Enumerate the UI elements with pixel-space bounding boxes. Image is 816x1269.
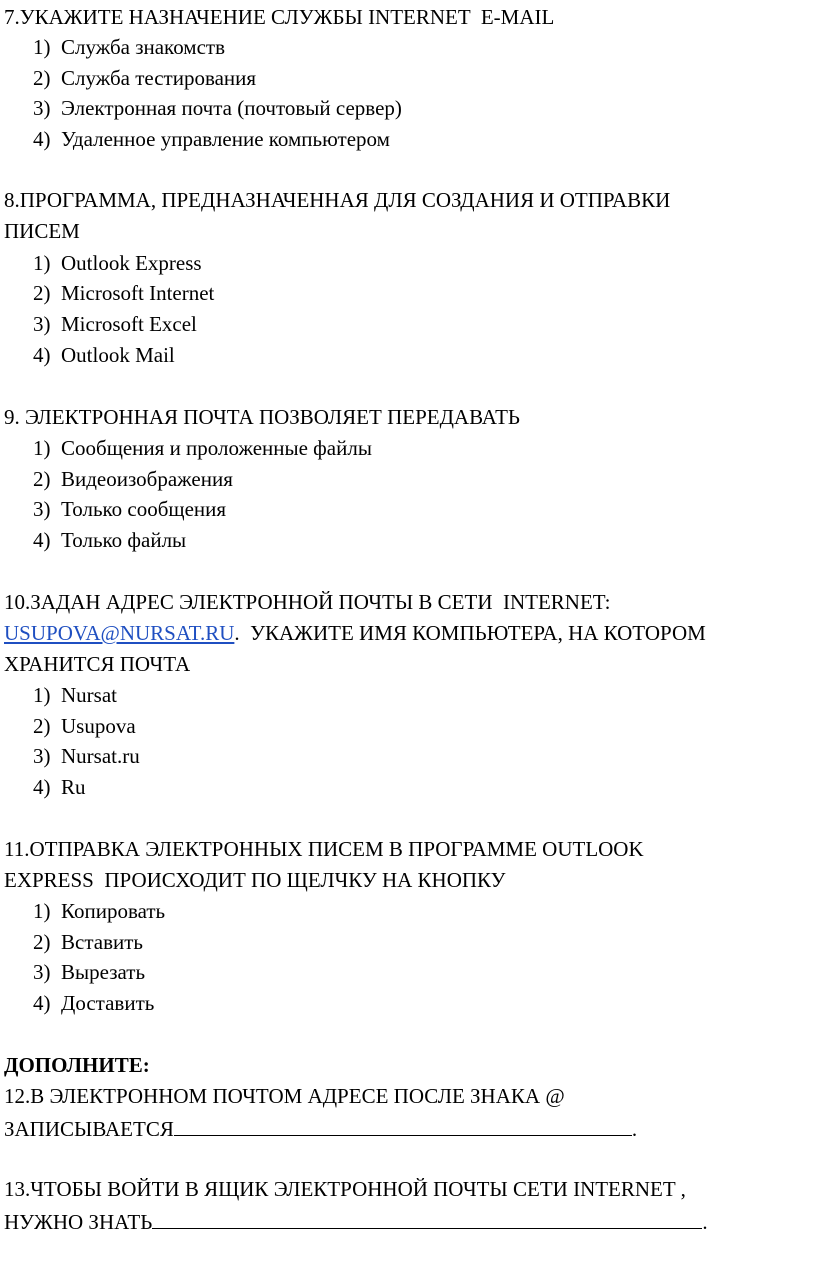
question-8-option-3 bbox=[33, 311, 197, 337]
question-9-option-4 bbox=[33, 527, 186, 553]
option-number: 3) bbox=[33, 960, 51, 984]
option-number: 2) bbox=[33, 930, 51, 954]
option-number: 4) bbox=[33, 343, 51, 367]
option-number: 3) bbox=[33, 744, 51, 768]
option-number: 1) bbox=[33, 436, 51, 460]
question-11-option-3 bbox=[33, 959, 145, 985]
question-9-option-3 bbox=[33, 496, 226, 522]
question-8-option-4 bbox=[33, 342, 175, 368]
question-10-option-1 bbox=[33, 682, 117, 708]
question-12-line-1: 12.В ЭЛЕКТРОННОМ ПОЧТОМ АДРЕСЕ ПОСЛЕ ЗНАКА @ bbox=[4, 1084, 565, 1108]
question-8-option-1 bbox=[33, 250, 202, 276]
option-number: 2) bbox=[33, 66, 51, 90]
question-10-title-line-2 bbox=[4, 620, 706, 646]
question-12-line-2 bbox=[4, 1114, 637, 1142]
option-number: 1) bbox=[33, 251, 51, 275]
option-text: Usupova bbox=[61, 714, 136, 738]
option-text: Вырезать bbox=[61, 960, 146, 984]
question-13-line-1: 13.ЧТОБЫ ВОЙТИ В ЯЩИК ЭЛЕКТРОННОЙ ПОЧТЫ СЕТИ INTERNET , bbox=[4, 1177, 686, 1201]
question-9-option-1 bbox=[33, 435, 372, 461]
option-number: 4) bbox=[33, 775, 51, 799]
email-address-link[interactable]: USUPOVA@NURSAT.RU bbox=[4, 621, 235, 645]
complete-heading: ДОПОЛНИТЕ: bbox=[4, 1053, 150, 1077]
question-7-option-1 bbox=[33, 34, 225, 60]
option-text: Электронная почта (почтовый сервер) bbox=[61, 96, 402, 120]
option-number: 4) bbox=[33, 991, 51, 1015]
option-text: Microsoft Excel bbox=[61, 312, 197, 336]
question-7-title: 7.УКАЖИТЕ НАЗНАЧЕНИЕ СЛУЖБЫ INTERNET E-MAIL bbox=[4, 5, 555, 29]
option-number: 3) bbox=[33, 497, 51, 521]
option-number: 1) bbox=[33, 683, 51, 707]
option-text: Видеоизображения bbox=[61, 467, 233, 491]
question-13-suffix: . bbox=[702, 1210, 708, 1234]
option-text: Удаленное управление компьютером bbox=[61, 127, 390, 151]
option-number: 3) bbox=[33, 312, 51, 336]
question-8-title-line-2: ПИСЕМ bbox=[4, 219, 80, 243]
question-12-prefix: ЗАПИСЫВАЕТСЯ bbox=[4, 1117, 174, 1141]
option-text: Outlook Mail bbox=[61, 343, 175, 367]
question-9-option-2 bbox=[33, 466, 233, 492]
question-10-title-line-1: 10.ЗАДАН АДРЕС ЭЛЕКТРОННОЙ ПОЧТЫ В СЕТИ INTERNET: bbox=[4, 590, 611, 614]
option-text: Только файлы bbox=[61, 528, 187, 552]
question-10-title-continuation: . УКАЖИТЕ ИМЯ КОМПЬЮТЕРА, НА КОТОРОМ bbox=[234, 621, 706, 645]
question-11-title-line-2: EXPRESS ПРОИСХОДИТ ПО ЩЕЛЧКУ НА КНОПКУ bbox=[4, 868, 506, 892]
option-text: Служба знакомств bbox=[61, 35, 225, 59]
option-text: Доставить bbox=[61, 991, 155, 1015]
option-text: Nursat.ru bbox=[61, 744, 140, 768]
option-number: 2) bbox=[33, 714, 51, 738]
question-13-prefix: НУЖНО ЗНАТЬ bbox=[4, 1210, 153, 1234]
option-number: 1) bbox=[33, 899, 51, 923]
question-8-title-line-1: 8.ПРОГРАММА, ПРЕДНАЗНАЧЕННАЯ ДЛЯ СОЗДАНИЯ И ОТПРАВКИ bbox=[4, 188, 671, 212]
option-number: 4) bbox=[33, 528, 51, 552]
answer-blank-12[interactable] bbox=[174, 1114, 632, 1136]
option-text: Nursat bbox=[61, 683, 117, 707]
option-text: Служба тестирования bbox=[61, 66, 257, 90]
question-7-option-3 bbox=[33, 95, 402, 121]
question-11-option-2 bbox=[33, 929, 143, 955]
option-text: Outlook Express bbox=[61, 251, 202, 275]
question-10-title-line-3: ХРАНИТСЯ ПОЧТА bbox=[4, 652, 191, 676]
option-text: Microsoft Internet bbox=[61, 281, 215, 305]
question-11-option-1 bbox=[33, 898, 165, 924]
option-number: 1) bbox=[33, 35, 51, 59]
question-11-title-line-1: 11.ОТПРАВКА ЭЛЕКТРОННЫХ ПИСЕМ В ПРОГРАММЕ OUTLOOK bbox=[4, 837, 644, 861]
question-10-option-2 bbox=[33, 713, 136, 739]
option-text: Вставить bbox=[61, 930, 143, 954]
question-10-option-4 bbox=[33, 774, 86, 800]
question-11-option-4 bbox=[33, 990, 154, 1016]
question-7-option-4 bbox=[33, 126, 390, 152]
answer-blank-13[interactable] bbox=[152, 1207, 702, 1229]
option-text: Ru bbox=[61, 775, 86, 799]
option-text: Сообщения и проложенные файлы bbox=[61, 436, 372, 460]
option-text: Копировать bbox=[61, 899, 166, 923]
question-13-line-2 bbox=[4, 1207, 708, 1235]
question-10-option-3 bbox=[33, 743, 140, 769]
question-7-option-2 bbox=[33, 65, 256, 91]
question-12-suffix: . bbox=[631, 1117, 638, 1141]
question-9-title: 9. ЭЛЕКТРОННАЯ ПОЧТА ПОЗВОЛЯЕТ ПЕРЕДАВАТЬ bbox=[4, 405, 520, 429]
question-8-option-2 bbox=[33, 280, 214, 306]
option-number: 2) bbox=[33, 467, 51, 491]
option-number: 4) bbox=[33, 127, 51, 151]
option-text: Только сообщения bbox=[61, 497, 227, 521]
option-number: 3) bbox=[33, 96, 51, 120]
option-number: 2) bbox=[33, 281, 51, 305]
